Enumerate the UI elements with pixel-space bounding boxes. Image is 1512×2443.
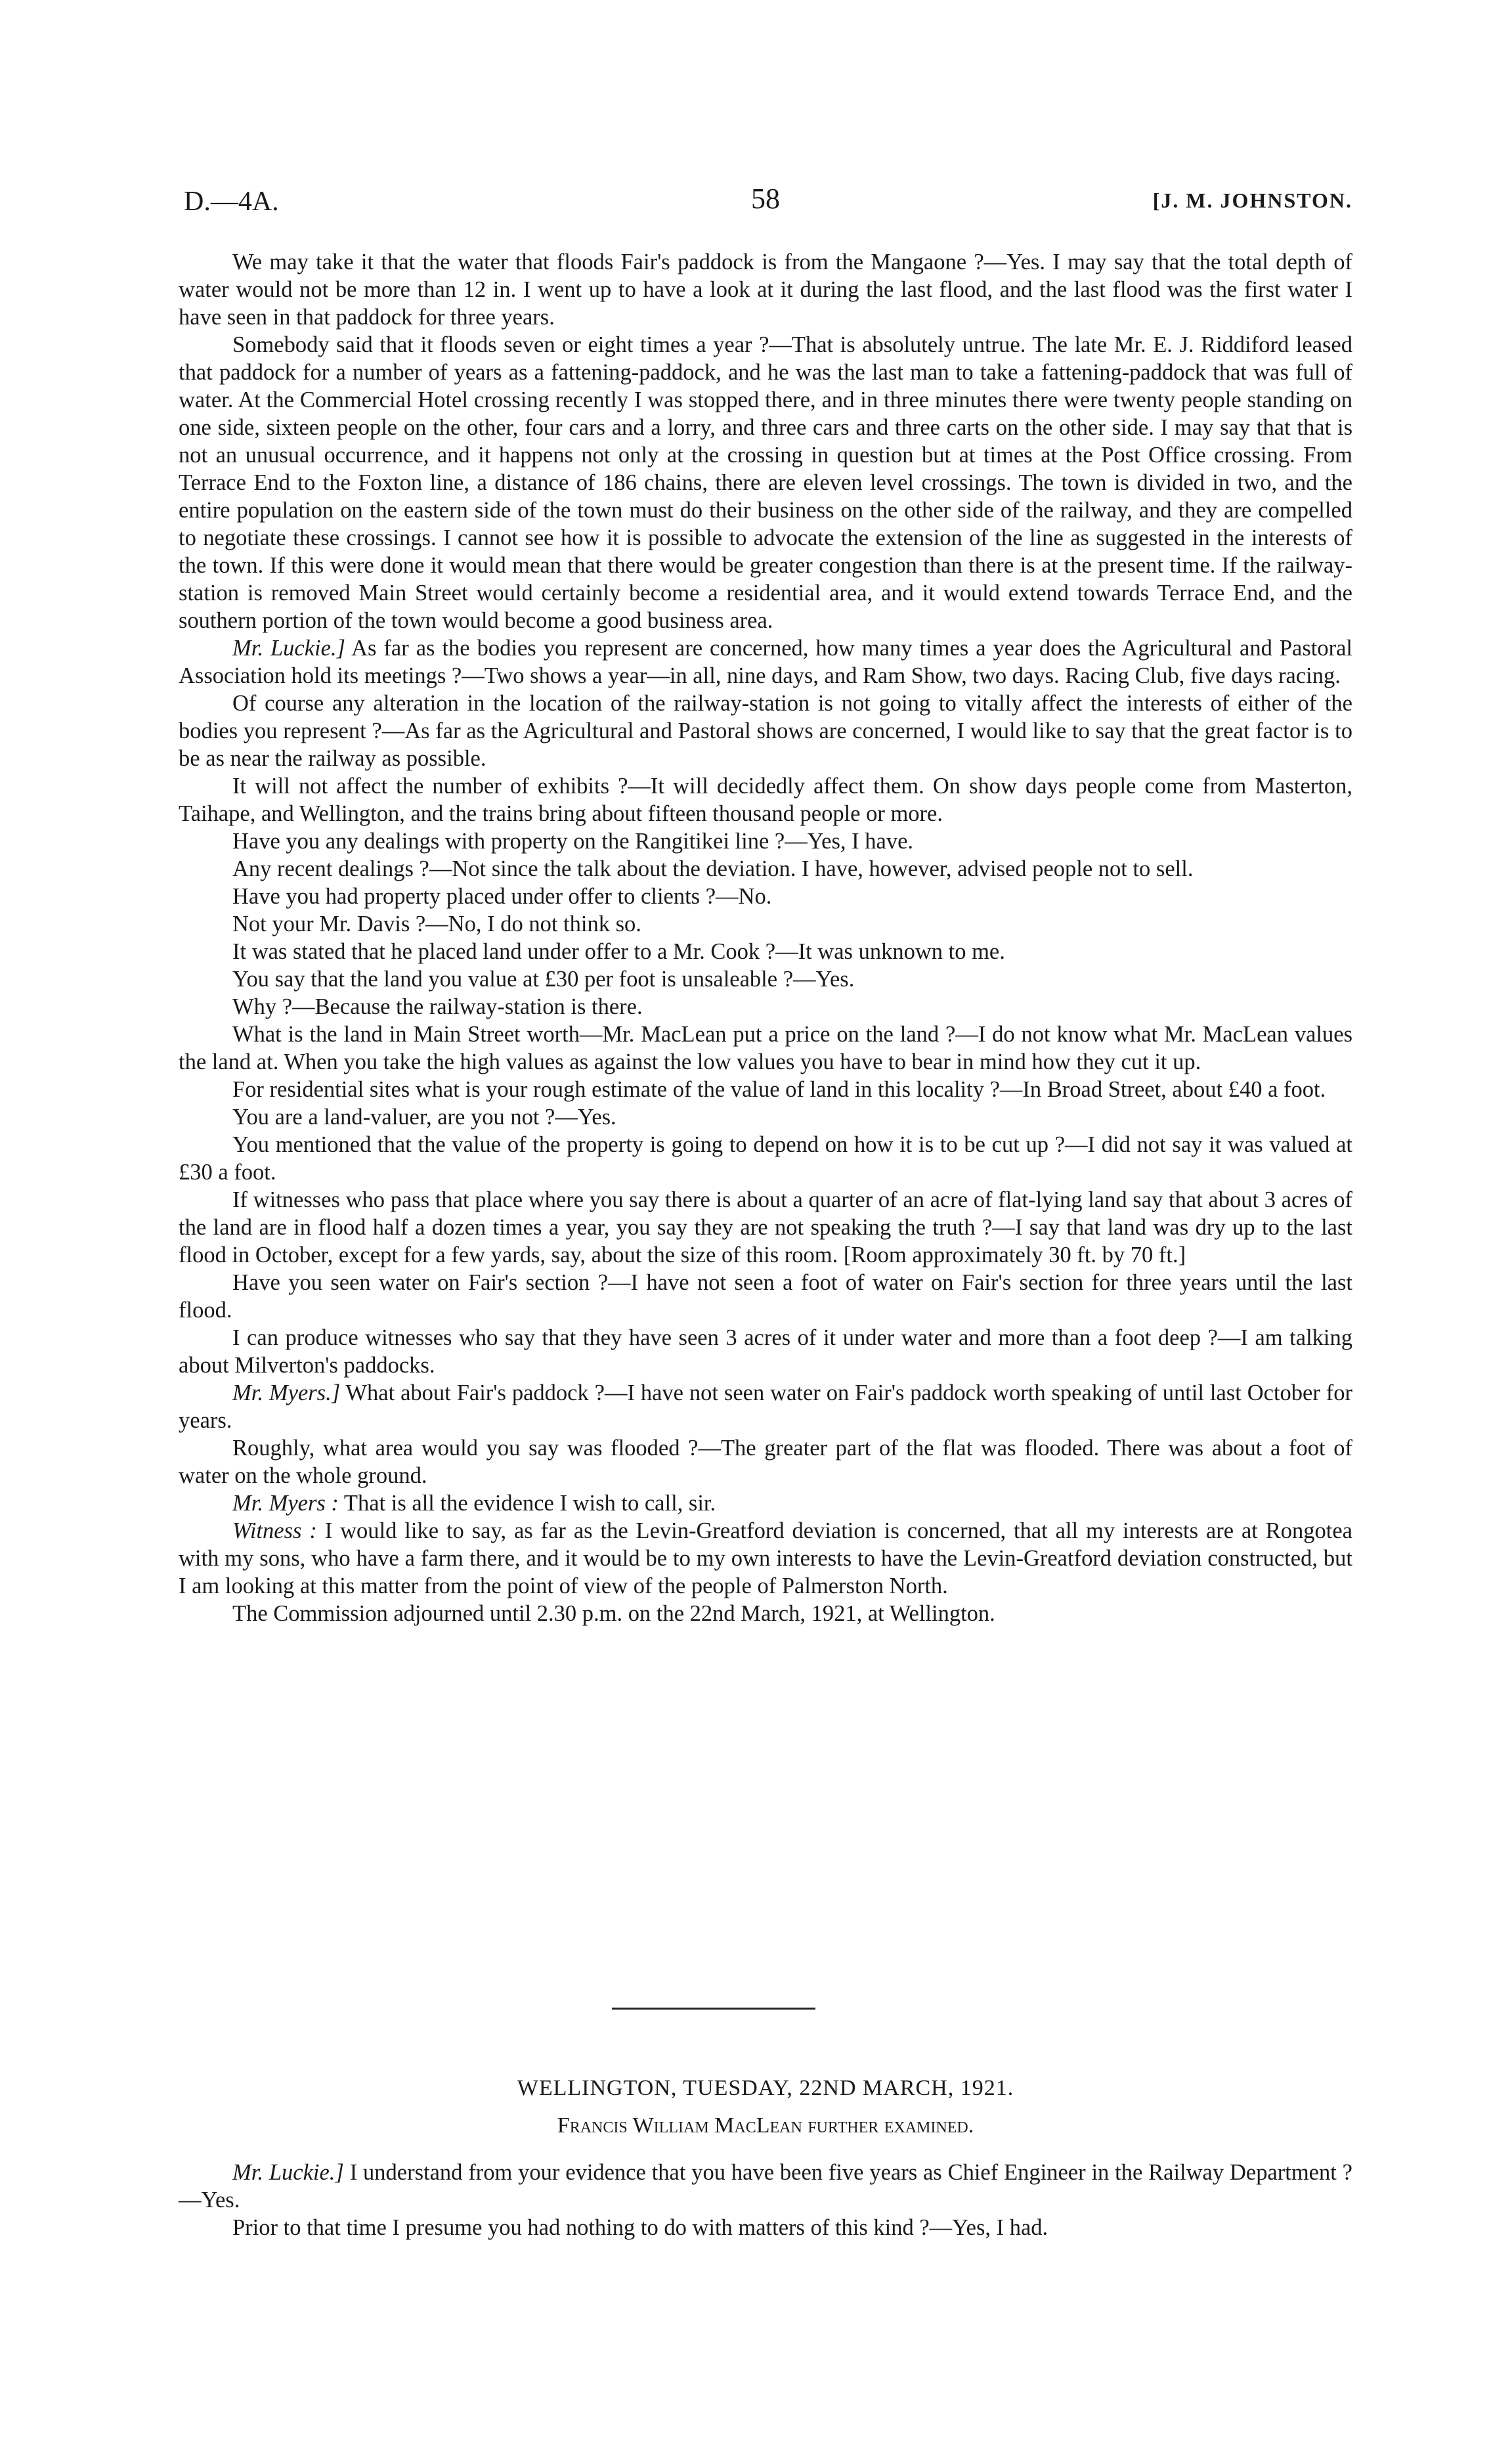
page-header: [179, 183, 1352, 225]
paragraph-text: We may take it that the water that floods Fair's paddock is from the Mangaone ?—Yes. I may say that the total depth of water would not be more than 12 in. I went up to have a look at it during the last flood, and the last flood was the first water I have seen in that paddock for three years.: [179, 250, 1352, 330]
paragraph-text: For residential sites what is your rough estimate of the value of land in this locality ?—In Broad Street, about £40 a foot.: [232, 1077, 1326, 1102]
paragraph: [179, 772, 1352, 827]
paragraph: [179, 1021, 1352, 1076]
paragraph-text: You say that the land you value at £30 per foot is unsaleable ?—Yes.: [232, 967, 855, 992]
document-page: [179, 0, 1352, 2443]
paragraph-text: What about Fair's paddock ?—I have not seen water on Fair's paddock worth speaking of until last October for years.: [179, 1380, 1353, 1433]
witness-heading: Francis William MacLean further examined.: [557, 2113, 974, 2138]
paragraph: [179, 1489, 1352, 1517]
paragraph: [179, 1076, 1352, 1103]
paragraph: [179, 1517, 1352, 1600]
paragraph-text: You mentioned that the value of the property is going to depend on how it is to be cut up ?—I did not say it was valued at £30 a foot.: [179, 1132, 1352, 1185]
paragraph: [179, 883, 1352, 910]
paragraph-text: It was stated that he placed land under offer to a Mr. Cook ?—It was unknown to me.: [232, 939, 1005, 964]
paragraph: [179, 1103, 1352, 1131]
paragraph-text: Somebody said that it floods seven or eight times a year ?—That is absolutely untrue. The late Mr. E. J. Riddiford leased that paddock for a number of years as a fattening-paddock, and he was the last man to take a fattening-paddock that was full of water. At the Commercial Hotel crossing recently I was stopped there, and in three minutes there were twenty people standing on one side, sixteen people on the other, four cars and a lorry, and three cars and three carts on the other side. I may say that that is not an unusual occurrence, and it happens not only at the crossing in question but at times at the Post Office crossing. From Terrace End to the Foxton line, a distance of 186 chains, there are eleven level crossings. The town is divided in two, and the entire population on the eastern side of the town must do their business on the other side of the railway, and they are compelled to negotiate these crossings. I cannot see how it is possible to advocate the extension of the line as suggested in the interests of the town. If this were done it would mean that there would be greater congestion than there is at the present time. If the railway-station is removed Main Street would certainly become a residential area, and it would extend towards Terrace End, and the southern portion of the town would become a good business area.: [179, 332, 1352, 633]
paragraph-text: Have you any dealings with property on the Rangitikei line ?—Yes, I have.: [232, 829, 914, 854]
paragraph-text: I can produce witnesses who say that they have seen 3 acres of it under water and more than a foot deep ?—I am talking about Milverton's paddocks.: [179, 1325, 1352, 1378]
paragraph-text: You are a land-valuer, are you not ?—Yes.: [232, 1105, 616, 1130]
paragraph: [179, 1131, 1352, 1186]
paragraph-text: Any recent dealings ?—Not since the talk about the deviation. I have, however, advised people not to sell.: [232, 856, 1194, 881]
page-number: 58: [751, 183, 780, 215]
paragraph: [179, 1379, 1352, 1434]
evidence-text: [179, 248, 1352, 1627]
speaker-label: Mr. Myers :: [232, 1491, 339, 1516]
paragraph-text: What is the land in Main Street worth—Mr. MacLean put a price on the land ?—I do not know what Mr. MacLean values the land at. When you take the high values as against the low values you have to bear in mind how they cut it up.: [179, 1022, 1352, 1074]
paragraph: [179, 1600, 1352, 1627]
speaker-label: Mr. Myers.]: [232, 1380, 341, 1405]
speaker-label: Mr. Luckie.]: [232, 636, 345, 661]
witness-name-header: [J. M. JOHNSTON.: [1152, 188, 1352, 212]
paragraph: [179, 910, 1352, 938]
paragraph: [179, 2159, 1352, 2214]
document-reference: D.—4A.: [184, 187, 279, 217]
paragraph: [179, 2214, 1352, 2241]
paragraph: [179, 993, 1352, 1021]
paragraph-text: I understand from your evidence that you have been five years as Chief Engineer in the Railway Department ?—Yes.: [179, 2160, 1352, 2212]
paragraph-text: Prior to that time I presume you had nothing to do with matters of this kind ?—Yes, I had.: [232, 2215, 1048, 2240]
paragraph: [179, 1434, 1352, 1489]
paragraph-text: Not your Mr. Davis ?—No, I do not think so.: [232, 912, 641, 936]
paragraph: [179, 690, 1352, 772]
section-divider: [612, 2008, 815, 2010]
paragraph-text: Why ?—Because the railway-station is there.: [232, 994, 643, 1019]
paragraph-text: Have you seen water on Fair's section ?—I have not seen a foot of water on Fair's section for three years until the last flood.: [179, 1270, 1352, 1323]
paragraph-text: That is all the evidence I wish to call, sir.: [338, 1491, 716, 1516]
session-heading: WELLINGTON, TUESDAY, 22ND MARCH, 1921.: [517, 2076, 1014, 2100]
paragraph-text: The Commission adjourned until 2.30 p.m. on the 22nd March, 1921, at Wellington.: [232, 1601, 995, 1626]
paragraph-text: It will not affect the number of exhibits ?—It will decidedly affect them. On show days people come from Masterton, Taihape, and Wellington, and the trains bring about fifteen thousand people or more.: [179, 774, 1352, 826]
paragraph: [179, 634, 1352, 690]
paragraph: [179, 248, 1352, 331]
paragraph: [179, 1324, 1352, 1379]
paragraph: [179, 855, 1352, 883]
speaker-label: Mr. Luckie.]: [232, 2160, 344, 2185]
paragraph-text: Have you had property placed under offer to clients ?—No.: [232, 884, 772, 909]
paragraph: [179, 1186, 1352, 1269]
paragraph-text: I would like to say, as far as the Levin-Greatford deviation is concerned, that all my interests are at Rongotea with my sons, who have a farm there, and it would be to my own interests to have the Levin-Greatford deviation constructed, but I am looking at this matter from the point of view of the people of Palmerston North.: [179, 1518, 1352, 1598]
paragraph-text: As far as the bodies you represent are concerned, how many times a year does the Agricultural and Pastoral Association hold its meetings ?—Two shows a year—in all, nine days, and Ram Show, two days. Racing Club, five days racing.: [179, 636, 1352, 688]
paragraph: [179, 1269, 1352, 1324]
evidence-text-continued: [179, 2159, 1352, 2241]
paragraph: [179, 965, 1352, 993]
paragraph-text: Of course any alteration in the location of the railway-station is not going to vitally affect the interests of either of the bodies you represent ?—As far as the Agricultural and Pastoral shows are concerned, I would like to say that the great factor is to be as near the railway as possible.: [179, 691, 1352, 771]
paragraph-text: Roughly, what area would you say was flooded ?—The greater part of the flat was flooded. There was about a foot of water on the whole ground.: [179, 1436, 1352, 1488]
paragraph: [179, 938, 1352, 965]
paragraph-text: If witnesses who pass that place where you say there is about a quarter of an acre of flat-lying land say that about 3 acres of the land are in flood half a dozen times a year, you say they are not speaking the truth ?—I say that land was dry up to the last flood in October, except for a few yards, say, about the size of this room. [Room approximately 30 ft. by 70 ft.]: [179, 1187, 1352, 1267]
speaker-label: Witness :: [232, 1518, 317, 1543]
paragraph: [179, 827, 1352, 855]
paragraph: [179, 331, 1352, 634]
